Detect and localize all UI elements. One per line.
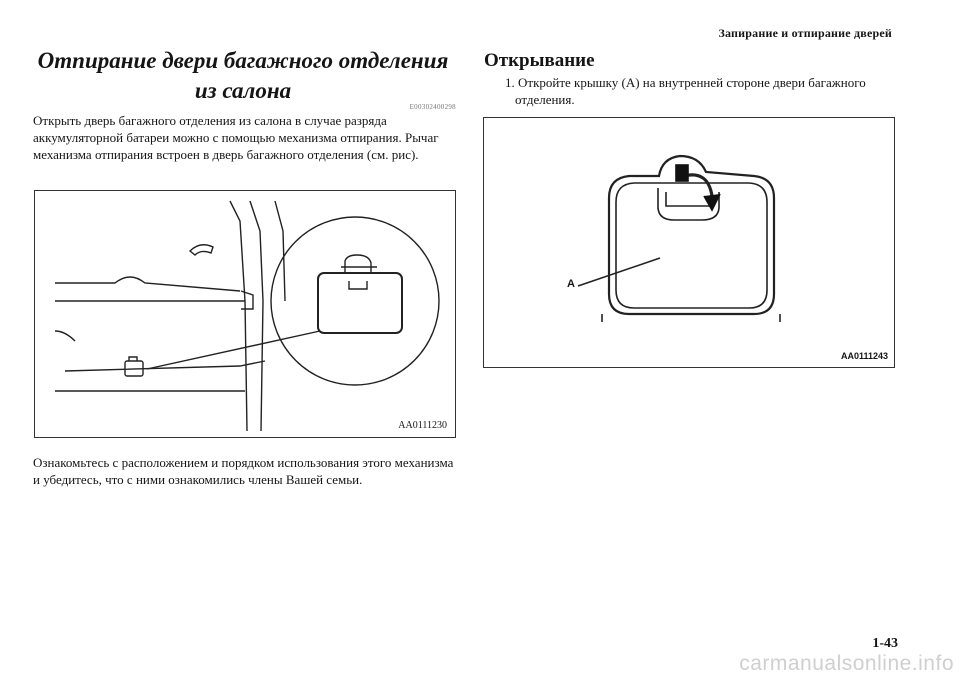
running-head: Запирание и отпирание дверей [718, 26, 892, 40]
figure-code-left: AA0111230 [398, 420, 447, 431]
section-title-opening: Открывание [484, 50, 595, 71]
figure-tailgate-interior [34, 190, 456, 438]
family-notice-paragraph: Ознакомьтесь с расположением и порядком использования этого механизма и убедитесь, что с ними ознакомились члены Вашей семьи. [33, 455, 454, 487]
page-title-line1: Отпирание двери багажного отделения [37, 48, 449, 73]
figure-code-right: AA0111243 [840, 351, 888, 361]
page-title [30, 46, 456, 106]
page-number: 1-43 [872, 636, 898, 651]
intro-paragraph: Открыть дверь багажного отделения из салона в случае разряда аккумуляторной батареи можно с помощью механизма отпирания. Рычаг механизма отпирания встроен в дверь багажного отделения (см. рис). [33, 113, 439, 162]
figure-lid-opening-drawing [484, 118, 896, 369]
figure-lid-opening [483, 117, 895, 368]
figure-label-a: A [567, 278, 575, 290]
page-title-line2: из салона [194, 78, 292, 103]
figure-tailgate-interior-drawing [35, 191, 457, 439]
watermark: carmanualsonline.info [739, 652, 954, 675]
step-1: 1. Откройте крышку (А) на внутренней стороне двери багажного отделения. [505, 75, 866, 107]
document-code: E00302400298 [409, 103, 456, 111]
